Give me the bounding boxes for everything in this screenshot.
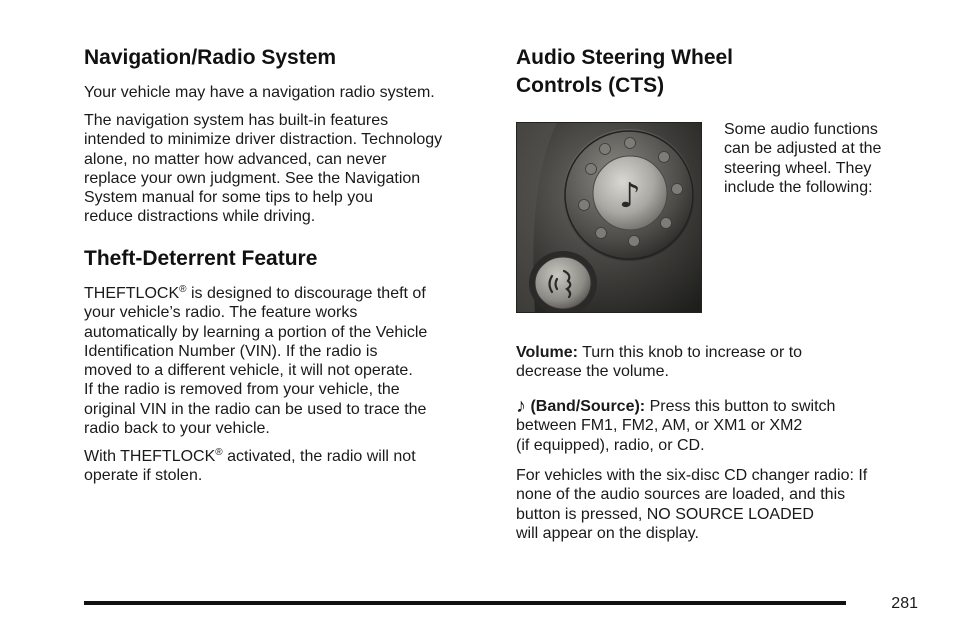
text-line: alone, no matter how advanced, can never <box>84 150 387 168</box>
volume-label: Volume: <box>516 344 578 361</box>
text-line <box>84 447 504 466</box>
text-line: automatically by learning a portion of the Vehicle <box>84 323 428 341</box>
text-line: button is pressed, NO SOURCE LOADED <box>516 505 814 523</box>
text-fragment: is designed to discourage theft of <box>186 285 426 302</box>
text-line <box>84 284 504 303</box>
text-line: none of the audio sources are loaded, and this <box>516 486 846 504</box>
controls-illustration <box>517 123 702 313</box>
text-line: steering wheel. They <box>724 159 872 177</box>
cd-changer-paragraph <box>516 466 926 543</box>
registered-mark: ® <box>215 447 223 458</box>
steering-wheel-controls-photo <box>516 122 702 313</box>
text-fragment: Turn this knob to increase or to <box>577 344 803 361</box>
text-line: can be adjusted at the <box>724 140 882 158</box>
text-line: reduce distractions while driving. <box>84 208 316 226</box>
text-line: Identification Number (VIN). If the radio is <box>84 342 378 360</box>
text-line: moved to a different vehicle, it will not operate. <box>84 362 413 380</box>
text-line: operate if stolen. <box>84 467 203 485</box>
text-line: (if equipped), radio, or CD. <box>516 436 705 454</box>
text-line: replace your own judgment. See the Navigation <box>84 169 421 187</box>
music-note-icon: ♪ <box>516 395 526 417</box>
text-line: If the radio is removed from your vehicle, the <box>84 381 400 399</box>
navigation-intro: Your vehicle may have a navigation radio system. <box>84 84 435 101</box>
text-line: between FM1, FM2, AM, or XM1 or XM2 <box>516 417 803 435</box>
text-line: original VIN in the radio can be used to trace the <box>84 400 427 418</box>
navigation-paragraph <box>84 111 504 227</box>
text-fragment: Press this button to switch <box>645 398 836 415</box>
text-line: intended to minimize driver distraction. Technology <box>84 131 443 149</box>
text-line <box>516 397 926 416</box>
text-line: Some audio functions <box>724 121 878 138</box>
page-number: 281 <box>891 595 918 612</box>
heading-line: Audio Steering Wheel <box>516 46 734 69</box>
text-line: The navigation system has built-in features <box>84 112 389 129</box>
text-line: include the following: <box>724 178 873 196</box>
text-line: will appear on the display. <box>516 524 699 542</box>
registered-mark: ® <box>179 284 187 295</box>
text-fragment: activated, the radio will not <box>222 448 416 465</box>
text-line: System manual for some tips to help you <box>84 189 374 207</box>
theftlock-term: THEFTLOCK <box>84 285 180 302</box>
text-line: For vehicles with the six-disc CD changer radio: If <box>516 467 868 484</box>
text-fragment: With THEFTLOCK <box>84 448 216 465</box>
theft-paragraph-1 <box>84 284 504 438</box>
heading-line: Controls (CTS) <box>516 74 665 97</box>
volume-paragraph <box>516 343 916 382</box>
theft-paragraph-2 <box>84 447 504 486</box>
music-note-icon: ♪ <box>619 176 641 216</box>
band-source-paragraph <box>516 397 926 455</box>
band-source-label: (Band/Source): <box>526 398 646 415</box>
section-heading-audio-steering <box>516 44 733 100</box>
audio-intro <box>724 120 924 197</box>
text-line <box>516 343 916 362</box>
footer-rule <box>84 601 846 605</box>
text-line: your vehicle’s radio. The feature works <box>84 304 358 322</box>
text-line: decrease the volume. <box>516 363 669 381</box>
section-heading-navigation: Navigation/Radio System <box>84 46 337 69</box>
section-heading-theft-deterrent: Theft-Deterrent Feature <box>84 247 318 270</box>
text-line: radio back to your vehicle. <box>84 420 270 438</box>
